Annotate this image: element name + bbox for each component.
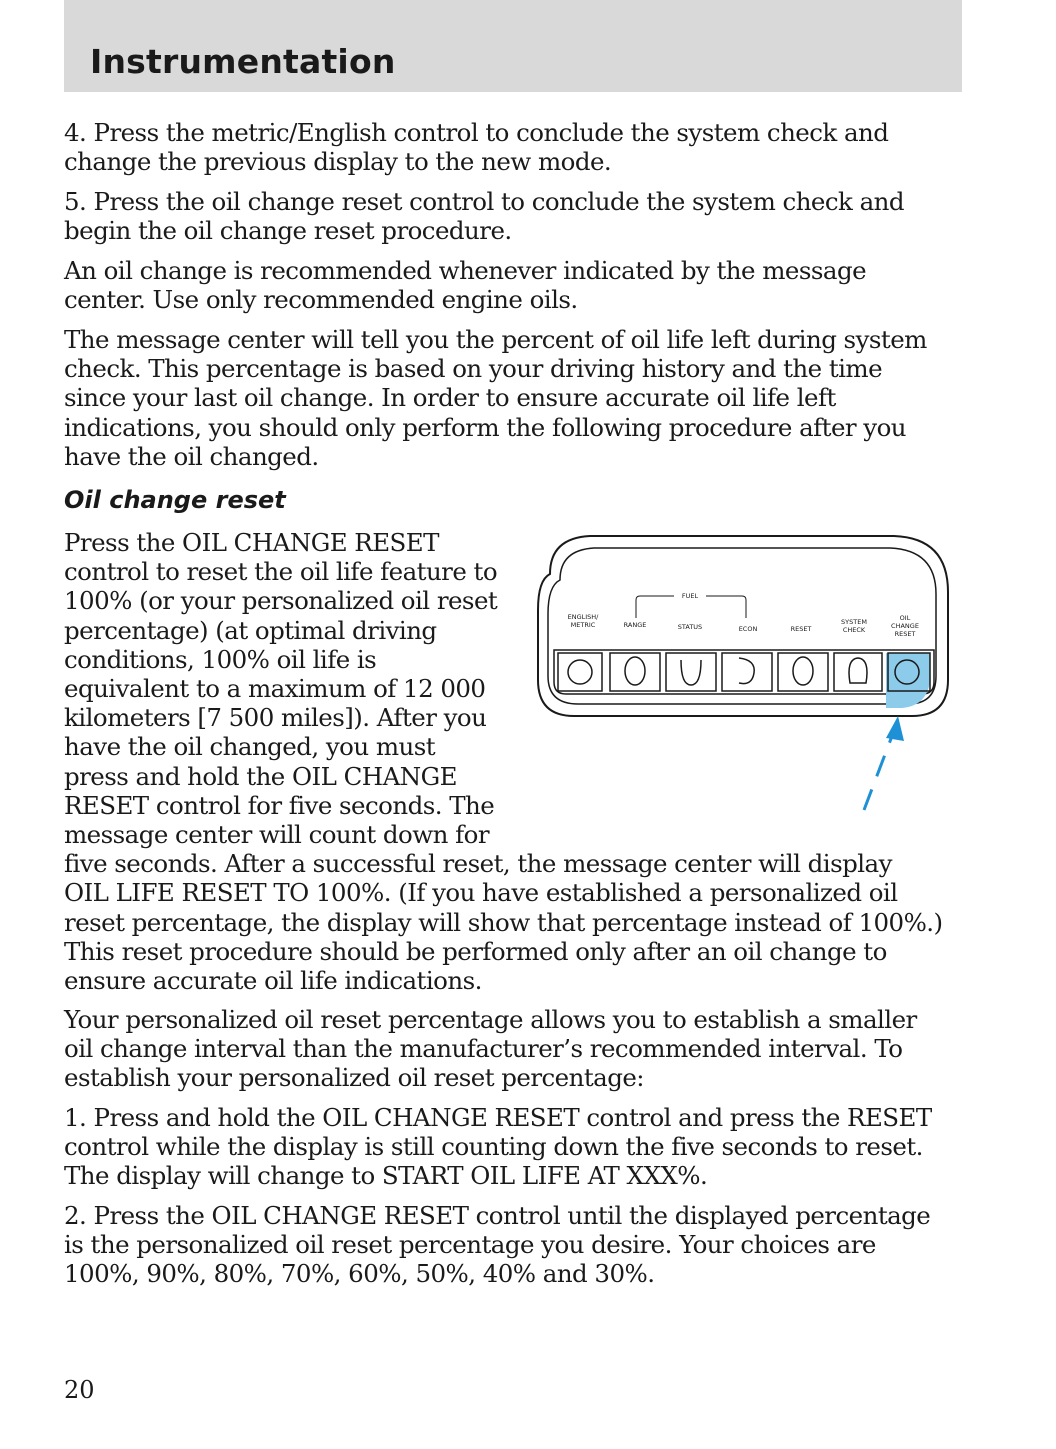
paragraph-personalized-step-2: [64, 1201, 964, 1289]
button-econ: [722, 653, 772, 691]
text-line: center. Use only recommended engine oils.: [64, 285, 578, 315]
text-line: percentage) (at optimal driving: [64, 615, 437, 645]
paragraph-step-4: [64, 118, 964, 176]
button-oil-change-reset: [886, 653, 930, 708]
text-line: This reset procedure should be performed only after an oil change to: [64, 936, 887, 966]
paragraph-step-5: [64, 187, 964, 245]
header-band: [64, 0, 962, 92]
text-line: equivalent to a maximum of 12 000: [64, 674, 486, 704]
label-reset: RESET: [790, 625, 812, 633]
label-system-check-line1: SYSTEM: [841, 618, 867, 626]
text-line: press and hold the OIL CHANGE: [64, 761, 458, 791]
text-line: control to reset the oil life feature to: [64, 557, 498, 587]
label-oil-change-reset-line3: RESET: [894, 630, 916, 638]
pointer-arrow: [864, 716, 904, 810]
text-line: is the personalized oil reset percentage you desire. Your choices are: [64, 1230, 876, 1260]
paragraph-oil-life-percent: [64, 325, 964, 471]
text-line: establish your personalized oil reset percentage:: [64, 1063, 644, 1093]
paragraph-personalized-percentage: [64, 1005, 964, 1093]
label-system-check-line2: CHECK: [842, 626, 866, 634]
text-line: 1. Press and hold the OIL CHANGE RESET control and press the RESET: [64, 1103, 932, 1132]
label-econ: ECON: [738, 625, 758, 633]
text-line: 5. Press the oil change reset control to conclude the system check and: [64, 187, 904, 216]
button-system-check: [834, 653, 882, 691]
page-header-title: Instrumentation: [90, 42, 396, 81]
text-line: The display will change to START OIL LIFE AT XXX%.: [64, 1161, 708, 1191]
control-panel-illustration: [534, 530, 954, 820]
text-line: kilometers [7 500 miles]). After you: [64, 703, 487, 733]
text-line: OIL LIFE RESET TO 100%. (If you have established a personalized oil: [64, 878, 898, 908]
text-line: The message center will tell you the percent of oil life left during system: [64, 325, 927, 354]
text-line: 100% (or your personalized oil reset: [64, 586, 498, 616]
text-line: five seconds. After a successful reset, the message center will display: [64, 849, 892, 879]
button-english-metric: [558, 653, 602, 691]
label-status: STATUS: [677, 623, 703, 631]
section-subhead: Oil change reset: [64, 486, 286, 514]
label-english-metric-line1: ENGLISH/: [567, 613, 599, 621]
text-line: RESET control for five seconds. The: [64, 790, 495, 820]
label-oil-change-reset-line1: OIL: [899, 614, 911, 622]
text-line: An oil change is recommended whenever indicated by the message: [64, 256, 867, 285]
text-line: Press the OIL CHANGE RESET: [64, 528, 439, 557]
text-line: 4. Press the metric/English control to conclude the system check and: [64, 118, 889, 147]
text-line: 2. Press the OIL CHANGE RESET control until the displayed percentage: [64, 1201, 931, 1230]
text-line: 100%, 90%, 80%, 70%, 60%, 50%, 40% and 30%.: [64, 1259, 655, 1289]
text-line: ensure accurate oil life indications.: [64, 966, 482, 996]
text-line: control while the display is still counting down the five seconds to reset.: [64, 1132, 923, 1162]
label-english-metric-line2: METRIC: [570, 621, 596, 629]
button-reset: [778, 653, 828, 691]
text-line: have the oil changed.: [64, 441, 319, 471]
text-line: change the previous display to the new mode.: [64, 147, 612, 177]
label-range: RANGE: [623, 621, 647, 629]
text-line: conditions, 100% oil life is: [64, 644, 377, 674]
button-status: [666, 653, 716, 691]
text-line: oil change interval than the manufacturer’s recommended interval. To: [64, 1034, 903, 1064]
text-line: begin the oil change reset procedure.: [64, 216, 512, 246]
button-range: [610, 653, 660, 691]
text-line: message center will count down for: [64, 820, 490, 850]
label-oil-change-reset-line2: CHANGE: [891, 622, 919, 630]
text-line: reset percentage, the display will show that percentage instead of 100%.): [64, 907, 943, 937]
page-number: 20: [64, 1376, 95, 1404]
text-line: since your last oil change. In order to ensure accurate oil life left: [64, 383, 836, 413]
text-line: Your personalized oil reset percentage allows you to establish a smaller: [64, 1005, 917, 1034]
paragraph-oil-change-recommendation: [64, 256, 964, 314]
paragraph-personalized-step-1: [64, 1103, 964, 1191]
text-line: indications, you should only perform the following procedure after you: [64, 412, 907, 442]
button-oil-change-reset-icon: [895, 660, 919, 684]
text-line: have the oil changed, you must: [64, 732, 436, 762]
text-line: check. This percentage is based on your driving history and the time: [64, 354, 883, 384]
fuel-label: FUEL: [681, 592, 699, 600]
